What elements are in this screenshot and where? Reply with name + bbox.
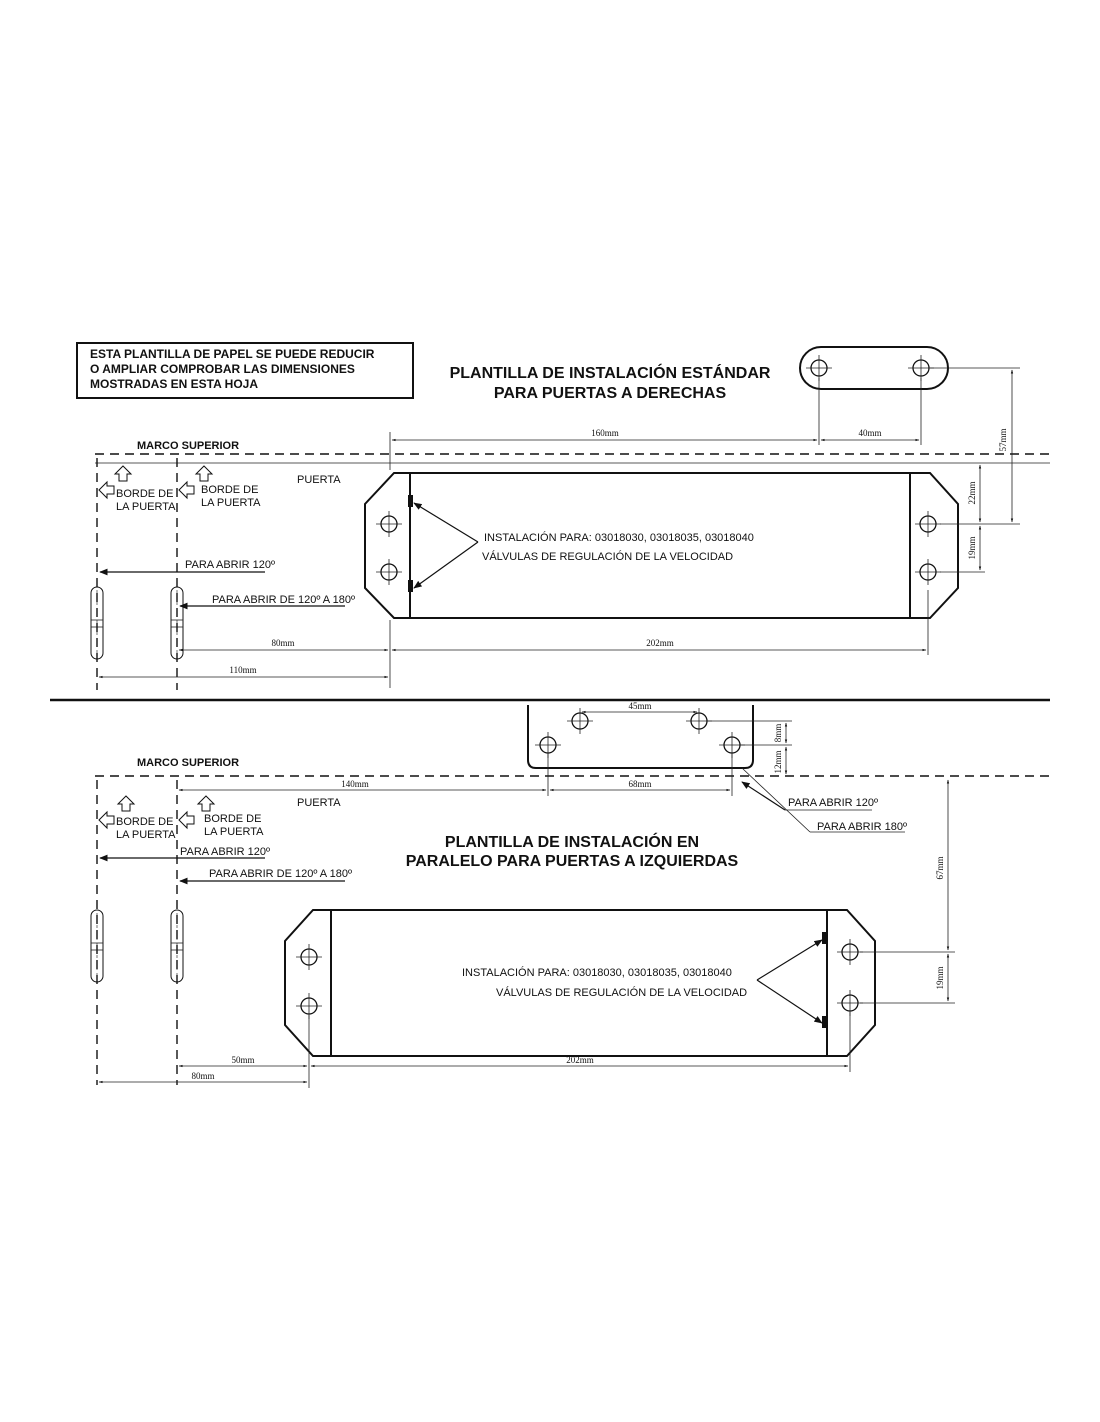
bottom-edge2-label-a: BORDE DE: [204, 813, 262, 825]
top-title-line-1: PLANTILLA DE INSTALACIÓN ESTÁNDAR: [449, 365, 771, 382]
notice-box: [77, 343, 413, 398]
left-arrow-icon: [179, 482, 194, 498]
top-valve-arrow-1: [414, 503, 478, 542]
bottom-bracket-dimensions: [582, 701, 792, 774]
dim-160: 160mm: [591, 428, 619, 438]
bottom-edge2-label-b: LA PUERTA: [204, 826, 264, 838]
dim-68: 68mm: [628, 779, 652, 789]
dim-57: 57mm: [998, 428, 1008, 452]
bottom-title-line-1: PLANTILLA DE INSTALACIÓN EN: [444, 834, 700, 851]
bottom-valve-arrow-2: [757, 980, 822, 1023]
dim-19-bottom: 19mm: [935, 966, 945, 990]
bottom-template: [91, 701, 1050, 1088]
up-arrow-icon: [115, 466, 131, 481]
top-edge1-label-a: BORDE DE: [116, 488, 174, 500]
dim-67: 67mm: [935, 856, 945, 880]
top-frame-label: MARCO SUPERIOR: [137, 440, 240, 452]
dim-80-bottom: 80mm: [191, 1071, 215, 1081]
left-arrow-icon: [179, 812, 194, 828]
dim-202: 202mm: [646, 638, 674, 648]
hinge-icon: [171, 587, 183, 659]
bottom-install-label: INSTALACIÓN PARA: 03018030, 03018035, 03018040: [462, 967, 732, 979]
dim-22: 22mm: [967, 481, 977, 505]
top-valve-arrow-2: [414, 542, 478, 588]
top-edge2-label-a: BORDE DE: [201, 484, 259, 496]
bottom-bracket-open120-label: PARA ABRIR 120º: [788, 797, 879, 809]
hinge-icon: [91, 587, 103, 659]
top-door-label: PUERTA: [297, 474, 341, 486]
dim-50: 50mm: [231, 1055, 255, 1065]
dim-19: 19mm: [967, 536, 977, 560]
dim-12: 12mm: [773, 750, 783, 774]
bottom-open120-180-label: PARA ABRIR DE 120º A 180º: [209, 868, 352, 880]
bottom-closer-body: [285, 910, 875, 1056]
bottom-open120-label: PARA ABRIR 120º: [180, 846, 271, 858]
top-closer-body: [365, 473, 958, 618]
top-edge2-label-b: LA PUERTA: [201, 497, 261, 509]
bottom-edge1-label-a: BORDE DE: [116, 816, 174, 828]
bottom-edge1-label-b: LA PUERTA: [116, 829, 176, 841]
bottom-title-line-2: PARALELO PARA PUERTAS A IZQUIERDAS: [405, 853, 739, 870]
hinge-icon: [91, 910, 103, 982]
dim-40: 40mm: [858, 428, 882, 438]
bottom-bracket-plate: [528, 705, 753, 768]
bottom-valve-label: VÁLVULAS DE REGULACIÓN DE LA VELOCIDAD: [496, 987, 748, 999]
dim-45: 45mm: [628, 701, 652, 711]
top-edge1-label-b: LA PUERTA: [116, 501, 176, 513]
top-mounting-holes: [376, 511, 941, 585]
top-dimensions: [99, 368, 1020, 688]
up-arrow-icon: [196, 466, 212, 481]
up-arrow-icon: [198, 796, 214, 811]
dim-140: 140mm: [341, 779, 369, 789]
bottom-bracket-open180-label: PARA ABRIR 180º: [817, 821, 908, 833]
bottom-mounting-holes: [296, 939, 863, 1019]
notice-line-3: MOSTRADAS EN ESTA HOJA: [90, 377, 259, 391]
bottom-valve-arrow-1: [757, 940, 822, 980]
dim-80: 80mm: [271, 638, 295, 648]
left-arrow-icon: [99, 482, 114, 498]
up-arrow-icon: [118, 796, 134, 811]
top-open120-label: PARA ABRIR 120º: [185, 559, 276, 571]
notice-line-2: O AMPLIAR COMPROBAR LAS DIMENSIONES: [90, 362, 355, 376]
dim-110: 110mm: [229, 665, 257, 675]
dim-202-bottom: 202mm: [566, 1055, 594, 1065]
hinge-icon: [171, 910, 183, 982]
bottom-door-label: PUERTA: [297, 797, 341, 809]
top-valve-label: VÁLVULAS DE REGULACIÓN DE LA VELOCIDAD: [482, 551, 734, 563]
dim-8: 8mm: [773, 723, 783, 743]
notice-line-1: ESTA PLANTILLA DE PAPEL SE PUEDE REDUCIR: [90, 347, 375, 361]
bottom-bracket-open120-arrow: [742, 782, 785, 810]
top-open120-180-label: PARA ABRIR DE 120º A 180º: [212, 594, 355, 606]
left-arrow-icon: [99, 812, 114, 828]
top-title-line-2: PARA PUERTAS A DERECHAS: [493, 385, 727, 402]
bottom-frame-label: MARCO SUPERIOR: [137, 757, 240, 769]
top-install-label: INSTALACIÓN PARA: 03018030, 03018035, 03018040: [484, 532, 754, 544]
top-bracket-plate: [800, 347, 948, 389]
